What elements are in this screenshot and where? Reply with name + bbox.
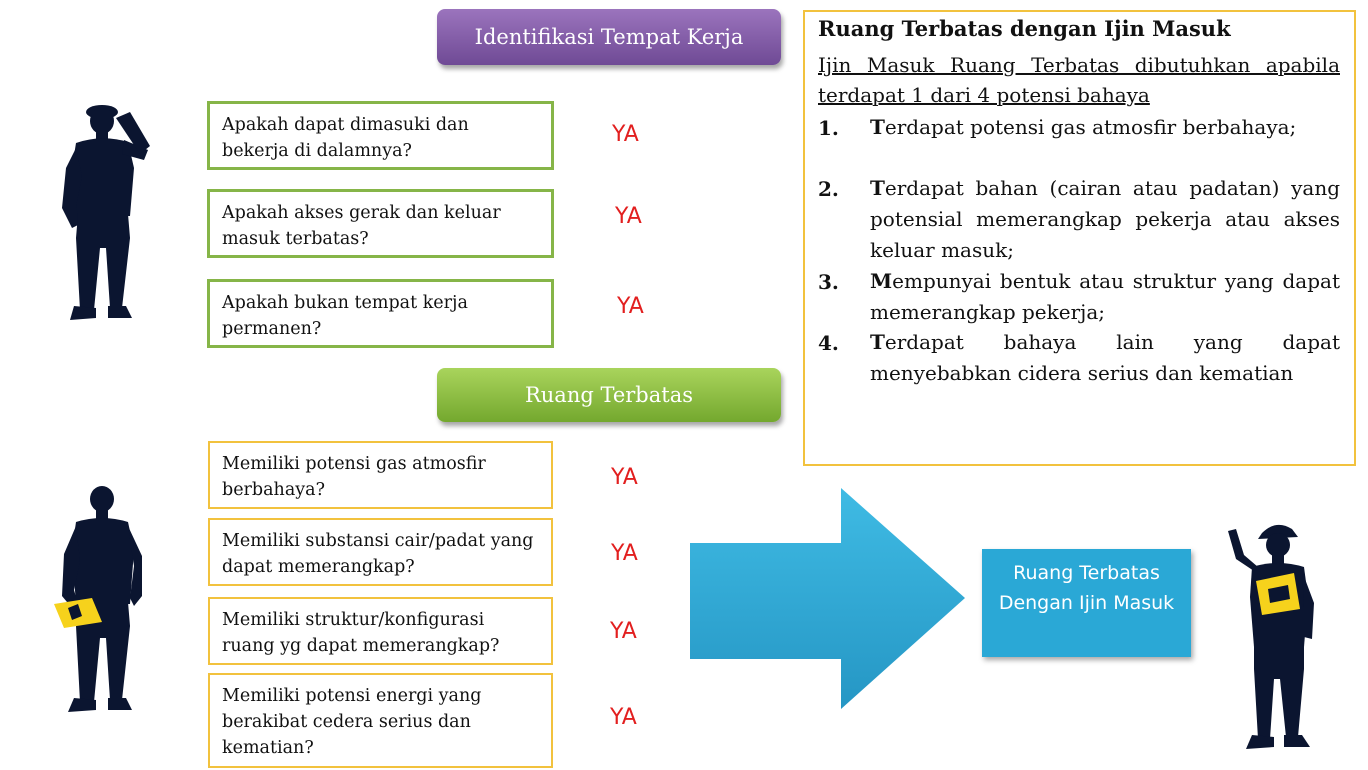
confined-space-banner: Ruang Terbatas [437, 368, 781, 422]
permit-item-number-2: 2. [818, 177, 839, 201]
identification-question-3: Apakah bukan tempat kerja permanen? [207, 279, 554, 348]
confined-answer-1: YA [611, 465, 638, 490]
permit-item-number-1: 1. [818, 116, 839, 140]
confined-question-4: Memiliki potensi energi yang berakibat cedera serius dan kematian? [208, 673, 553, 768]
permit-item-3-text: empunyai bentuk atau struktur yang dapat memerangkap pekerja; [870, 269, 1340, 324]
permit-panel-title: Ruang Terbatas dengan Ijin Masuk [818, 16, 1231, 41]
permit-item-number-3: 3. [818, 270, 839, 294]
confined-answer-2: YA [611, 541, 638, 566]
identification-answer-3: YA [617, 294, 644, 319]
permit-item-4-text: erdapat bahaya lain yang dapat menyebabkan cidera serius dan kematian [870, 330, 1340, 385]
confined-answer-4: YA [610, 705, 637, 730]
flow-arrow-icon [688, 486, 968, 712]
permit-item-1-text: erdapat potensi gas atmosfir berbahaya; [884, 115, 1297, 139]
worker-with-document-icon [48, 486, 150, 718]
permit-item-1-initial: T [870, 115, 885, 139]
identification-question-1: Apakah dapat dimasuki dan bekerja di dalamnya? [207, 101, 554, 170]
permit-item-3-initial: M [870, 269, 893, 293]
confined-answer-3: YA [610, 619, 637, 644]
permit-item-2-text: erdapat bahan (cairan atau padatan) yang potensial memerangkap pekerja atau akses keluar masuk; [870, 176, 1340, 262]
confined-question-3: Memiliki struktur/konfigurasi ruang yg dapat memerangkap? [208, 597, 553, 665]
confined-question-2: Memiliki substansi cair/padat yang dapat memerangkap? [208, 518, 553, 586]
permit-item-2 [870, 173, 1340, 266]
identification-answer-2: YA [615, 204, 642, 229]
identification-question-2: Apakah akses gerak dan keluar masuk terbatas? [207, 189, 554, 258]
permit-item-4 [870, 327, 1340, 389]
worker-silhouette-icon [52, 98, 154, 326]
confined-question-1: Memiliki potensi gas atmosfir berbahaya? [208, 441, 553, 509]
identification-banner: Identifikasi Tempat Kerja [437, 9, 781, 65]
identification-answer-1: YA [612, 122, 639, 147]
permit-item-number-4: 4. [818, 331, 839, 355]
permit-panel-subtitle: Ijin Masuk Ruang Terbatas dibutuhkan apabila terdapat 1 dari 4 potensi bahaya [818, 53, 1340, 107]
permit-item-3 [870, 266, 1340, 328]
result-box: Ruang Terbatas Dengan Ijin Masuk [982, 549, 1191, 657]
supervisor-silhouette-icon [1218, 519, 1322, 751]
permit-item-4-initial: T [870, 330, 885, 354]
permit-item-2-initial: T [870, 176, 885, 200]
permit-item-1 [870, 112, 1340, 143]
